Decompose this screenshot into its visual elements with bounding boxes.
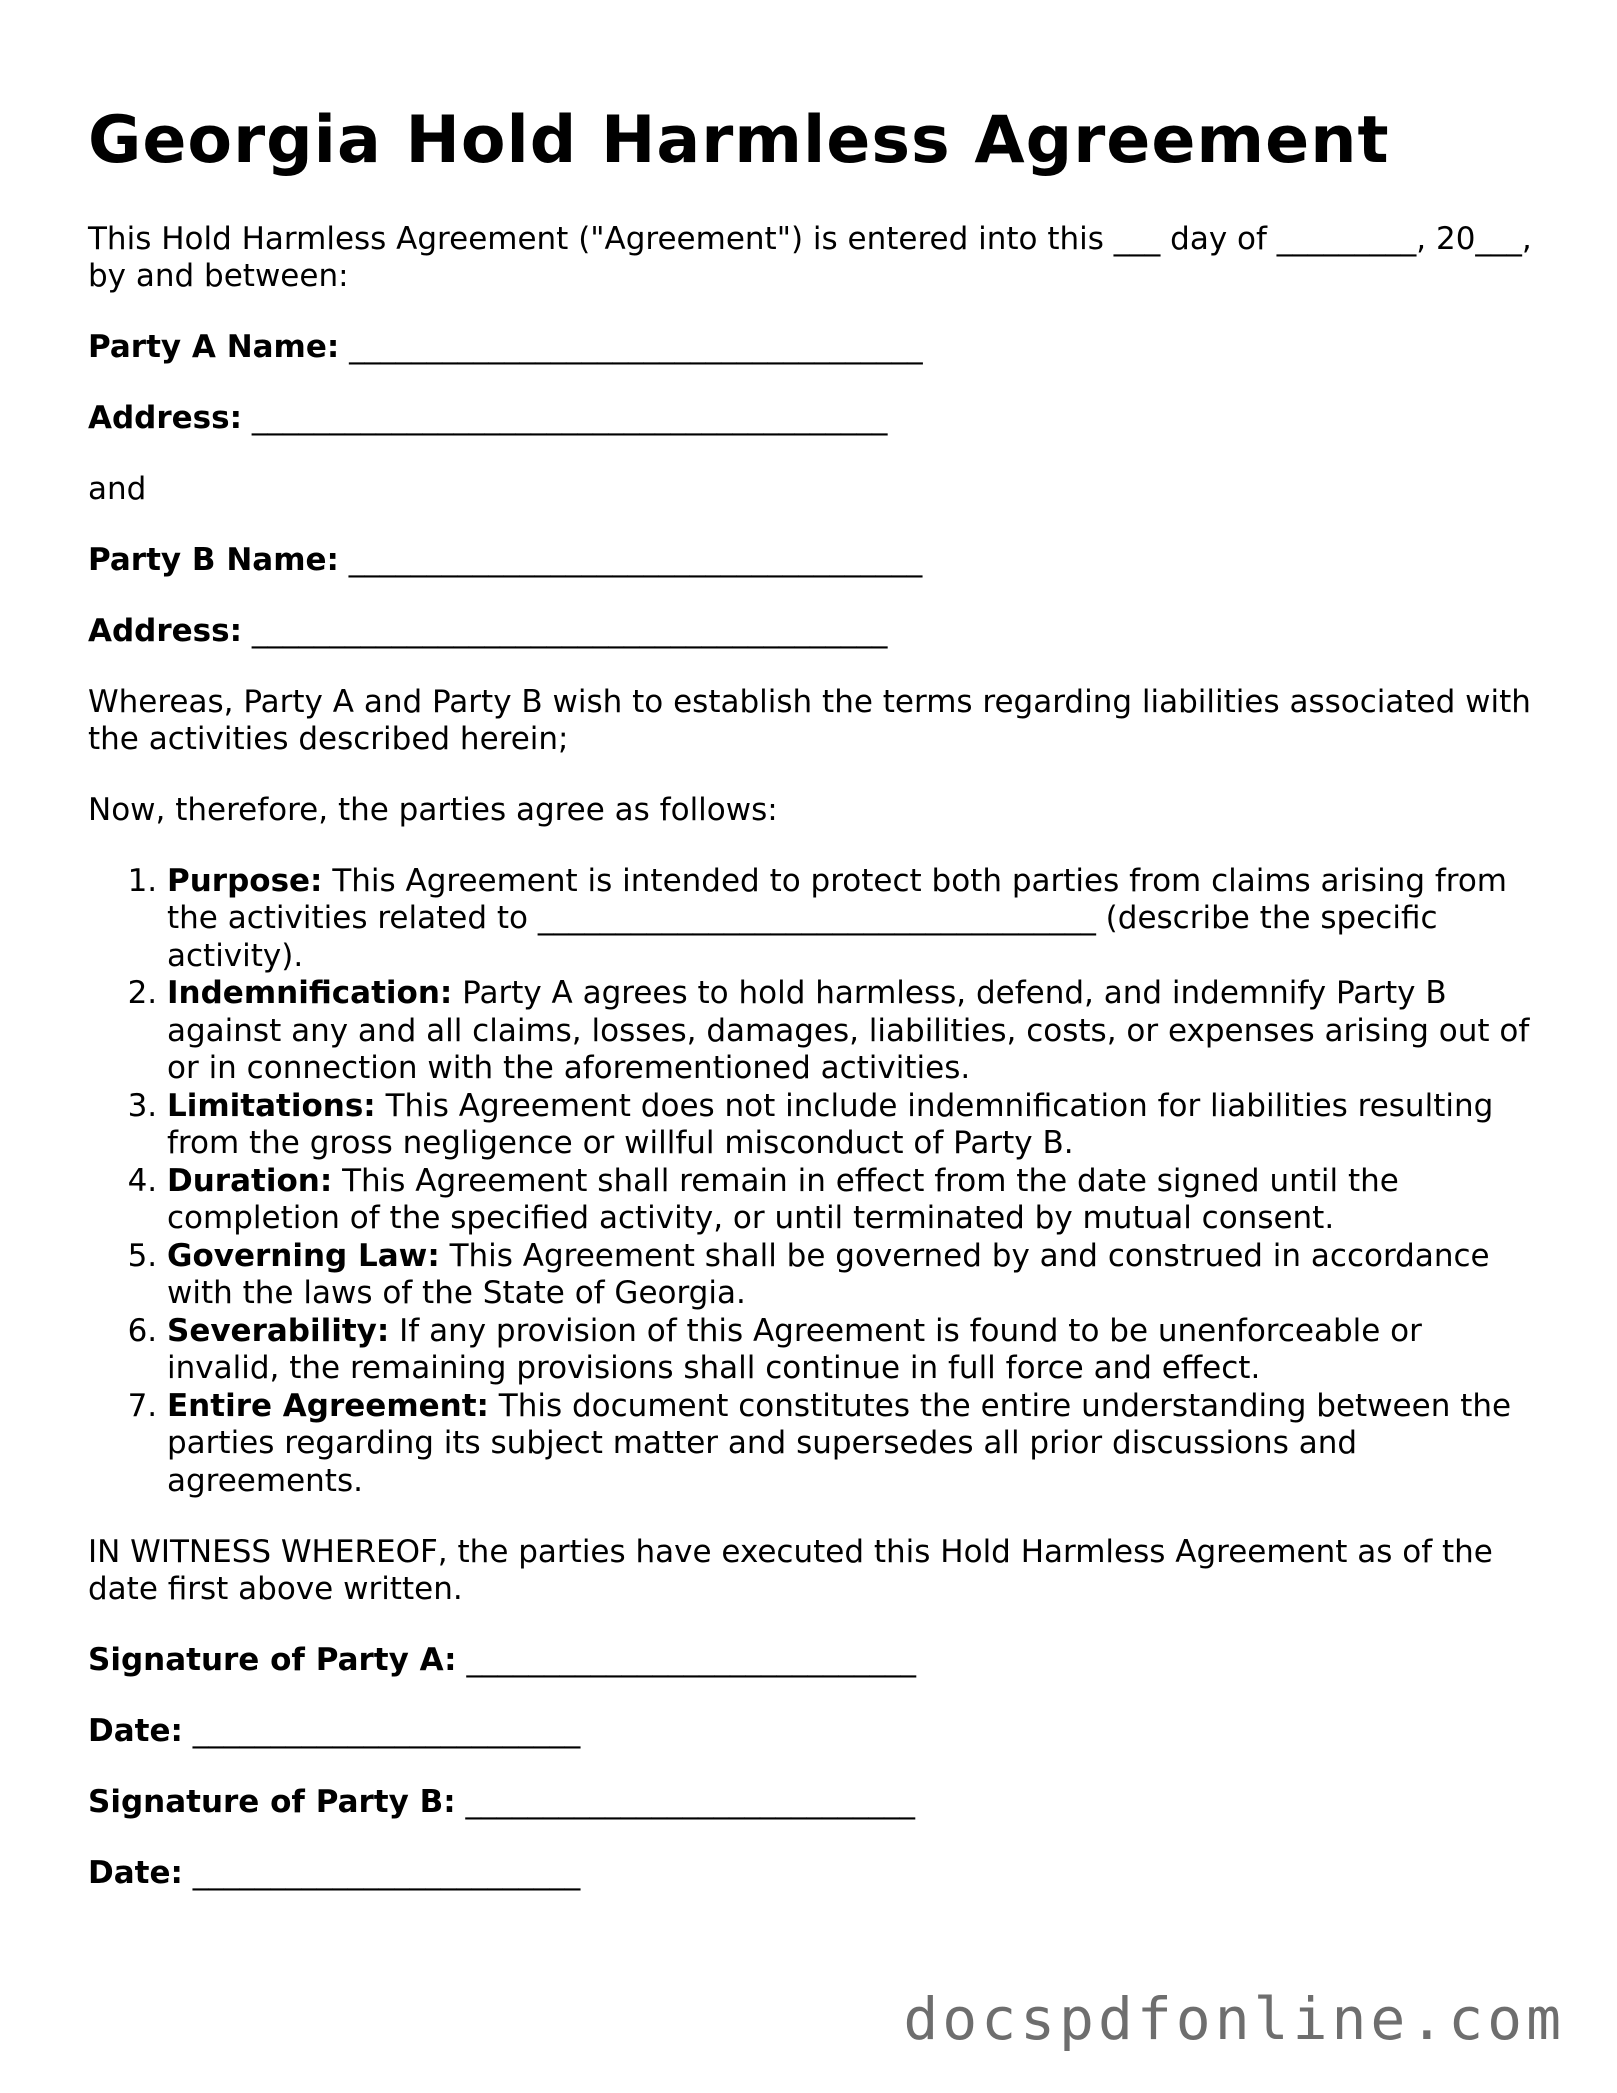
- term-heading: Purpose:: [167, 862, 323, 899]
- party-a-name-label: Party A Name:: [88, 328, 340, 365]
- signature-a-label: Signature of Party A:: [88, 1642, 457, 1679]
- term-item: [167, 863, 1538, 976]
- term-heading: Limitations:: [167, 1087, 376, 1124]
- term-item: [167, 1088, 1538, 1163]
- term-heading: Severability:: [167, 1312, 390, 1349]
- term-item: [167, 1238, 1538, 1313]
- party-b-name-line: [88, 542, 1538, 579]
- date-a-label: Date:: [88, 1713, 183, 1750]
- term-text: This Agreement is intended to protect both parties from claims arising from the activities related to ____________________________________ (describe the specific activity).: [167, 862, 1507, 974]
- document-title: Georgia Hold Harmless Agreement: [88, 103, 1390, 178]
- term-text: Party A agrees to hold harmless, defend, and indemnify Party B against any and all claims, losses, damages, liabilities, costs, or expenses arising out of or in connection with the aforementioned activities.: [167, 975, 1530, 1087]
- party-b-address-blank: _________________________________________: [251, 612, 888, 649]
- watermark: docspdfonline.com: [903, 1985, 1565, 2053]
- terms-list: [88, 863, 1538, 1501]
- party-a-name-blank: _____________________________________: [349, 328, 923, 365]
- signature-a-blank: _____________________________: [466, 1642, 916, 1679]
- term-heading: Indemnification:: [167, 975, 453, 1012]
- signature-b-label: Signature of Party B:: [88, 1784, 456, 1821]
- term-text: This Agreement does not include indemnification for liabilities resulting from the gross negligence or willful misconduct of Party B.: [167, 1087, 1494, 1162]
- term-heading: Governing Law:: [167, 1237, 440, 1274]
- whereas-paragraph: Whereas, Party A and Party B wish to establish the terms regarding liabilities associated with the activities described herein;: [88, 683, 1531, 757]
- signature-b-line: [88, 1784, 1538, 1821]
- signature-a-line: [88, 1642, 1538, 1679]
- signature-b-blank: _____________________________: [465, 1784, 915, 1821]
- party-a-name-line: [88, 329, 1538, 366]
- party-a-address-line: [88, 400, 1538, 437]
- date-b-line: [88, 1855, 1538, 1892]
- date-b-blank: _________________________: [192, 1855, 581, 1892]
- term-text: This document constitutes the entire understanding between the parties regarding its subject matter and supersedes all prior discussions and agreements.: [167, 1387, 1512, 1499]
- party-b-name-blank: _____________________________________: [348, 541, 923, 578]
- term-text: If any provision of this Agreement is found to be unenforceable or invalid, the remaining provisions shall continue in full force and effect.: [167, 1312, 1422, 1387]
- term-heading: Entire Agreement:: [167, 1387, 489, 1424]
- agreement-page: [88, 104, 1538, 1926]
- and-text: and: [88, 470, 147, 507]
- term-item: [167, 1388, 1538, 1501]
- term-heading: Duration:: [167, 1162, 333, 1199]
- term-item: [167, 1163, 1538, 1238]
- now-therefore-paragraph: Now, therefore, the parties agree as follows:: [88, 791, 778, 828]
- term-item: [167, 1313, 1538, 1388]
- term-text: This Agreement shall be governed by and construed in accordance with the laws of the State of Georgia.: [167, 1237, 1490, 1312]
- witness-paragraph: IN WITNESS WHEREOF, the parties have executed this Hold Harmless Agreement as of the date first above written.: [88, 1534, 1493, 1608]
- date-a-blank: _________________________: [192, 1713, 581, 1750]
- date-a-line: [88, 1713, 1538, 1750]
- party-b-address-label: Address:: [88, 612, 242, 649]
- term-item: [167, 975, 1538, 1088]
- party-b-address-line: [88, 613, 1538, 650]
- intro-paragraph: This Hold Harmless Agreement ("Agreement") is entered into this ___ day of _________, 20___, by and between:: [88, 220, 1532, 294]
- party-a-address-blank: _________________________________________: [251, 399, 888, 436]
- term-text: This Agreement shall remain in effect from the date signed until the completion of the specified activity, or until terminated by mutual consent.: [167, 1162, 1399, 1237]
- date-b-label: Date:: [88, 1855, 183, 1892]
- party-a-address-label: Address:: [88, 399, 242, 436]
- party-b-name-label: Party B Name:: [88, 541, 339, 578]
